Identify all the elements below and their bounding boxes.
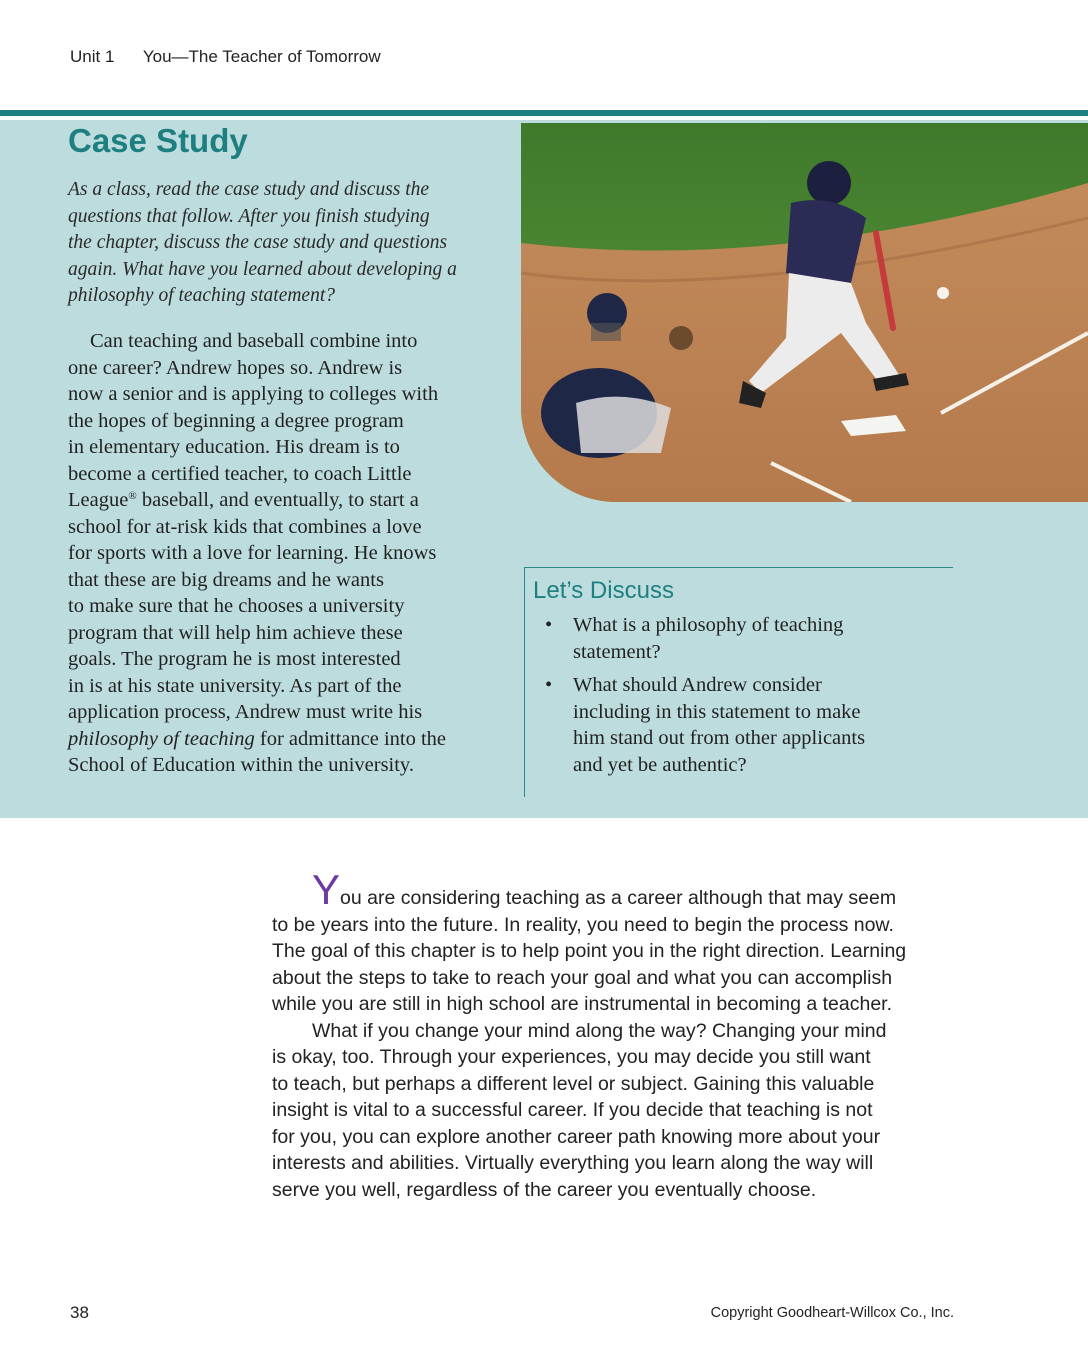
list-item: • What is a philosophy of teaching statement? [545, 614, 844, 663]
running-head [70, 47, 381, 67]
copyright: Copyright Goodheart-Willcox Co., Inc. [710, 1305, 954, 1321]
lets-discuss-list [545, 612, 925, 785]
list-item: • What should Andrew consider including in this statement to make him stand out from other applicants and yet be authentic? [545, 674, 866, 776]
case-study-title: Case Study [68, 122, 248, 159]
body-paragraph: You are considering teaching as a career although that may seem to be years into the future. In reality, you need to begin the process now. The goal of this chapter is to help point you in the right direction. Learning about the steps to take to reach your goal and what you can accomplish while you are still in high school are instrumental in becoming a teacher. [272, 866, 907, 1015]
header-rule [0, 110, 1088, 116]
chapter-body [272, 866, 962, 1203]
case-study-story: Can teaching and baseball combine into one career? Andrew hopes so. Andrew is now a senior and is applying to colleges with the hopes of beginning a degree program in elementary education. His dream is to become a certified teacher, to coach Little League® baseball, and eventually, to start a school for at-risk kids that combines a love for sports with a love for learning. He knows that these are big dreams and he wants to make sure that he chooses a university program that will help him achieve these goals. The program he is most interested in is at his state university. As part of the application process, Andrew must write his philosophy of teaching for admittance into the School of Education within the university. [68, 330, 447, 776]
dropcap: Y [312, 866, 341, 913]
philosophy-term: philosophy of teaching [68, 727, 255, 750]
lets-discuss-title: Let’s Discuss [533, 577, 674, 604]
bullet-icon: • [545, 674, 553, 696]
unit-label: Unit 1 [70, 47, 115, 66]
baseball-photo [521, 123, 1088, 502]
case-study-intro: As a class, read the case study and discuss the questions that follow. After you finish studying the chapter, discuss the case study and questions again. What have you learned about developing a philosophy of teaching statement? [68, 179, 457, 306]
body-paragraph: What if you change your mind along the way? Changing your mind is okay, too. Through your experiences, you may decide you still want to teach, but perhaps a different level or subject. Gaining this valuable insight is vital to a successful career. If you decide that teaching is not for you, you can explore another career path knowing more about your interests and abilities. Virtually everything you learn along the way will serve you well, regardless of the career you eventually choose. [272, 1019, 887, 1201]
page-number: 38 [70, 1303, 89, 1322]
unit-title: You—The Teacher of Tomorrow [142, 47, 381, 66]
registered-mark: ® [128, 490, 137, 502]
bullet-icon: • [545, 614, 553, 636]
baseball-photo-icon [521, 123, 1088, 502]
